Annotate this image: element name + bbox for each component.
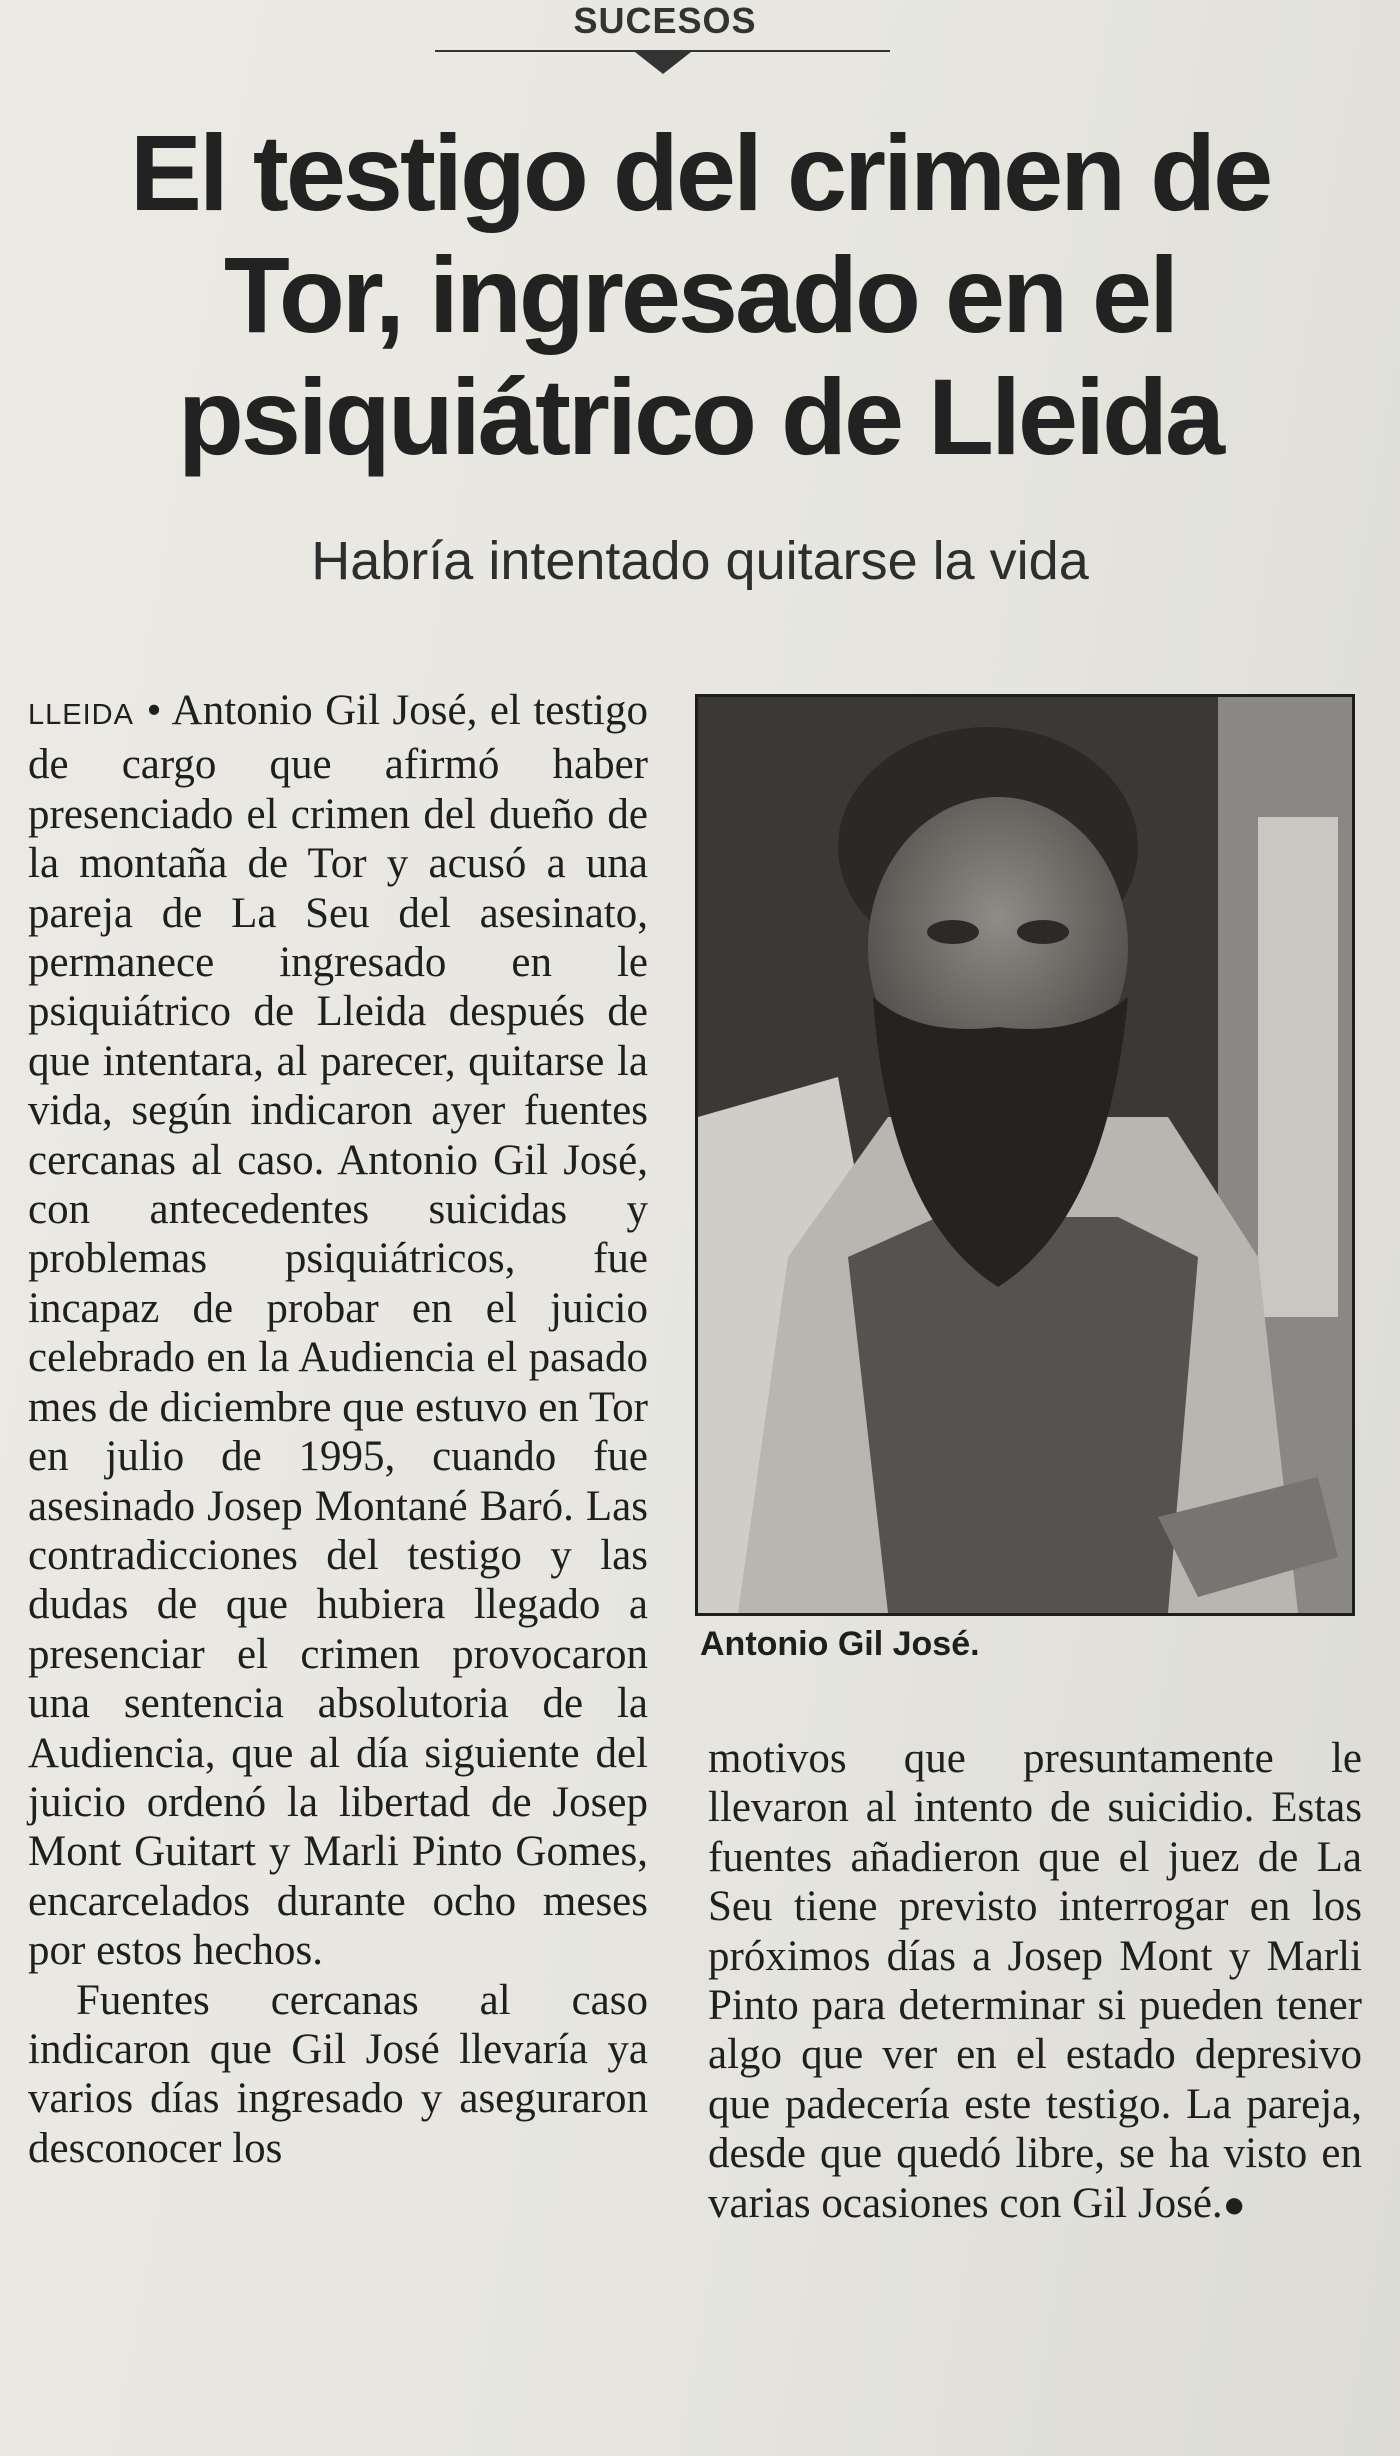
headline (60, 112, 1340, 478)
section-arrow-icon (635, 52, 691, 74)
portrait-illustration (698, 697, 1352, 1613)
article-paragraph (28, 1976, 648, 2174)
article-paragraph (28, 686, 648, 1976)
section-label: SUCESOS (573, 0, 757, 41)
headline-line: Tor, ingresado en el (223, 234, 1177, 355)
paragraph-text: Fuentes cercanas al caso indicaron que Gil José llevaría ya varios días ingresado y aseguraron desconocer los (28, 1976, 648, 2172)
article-column-left (28, 686, 648, 2173)
article-column-right (708, 1734, 1362, 2230)
paragraph-text: Antonio Gil José, el testigo de cargo que afirmó haber presenciado el crimen del dueño de la montaña de Tor y acusó a una pareja de La Seu del asesinato, permanece ingresado en le psiquiátrico de Lleida después de que intentara, al parecer, quitarse la vida, según indicaron ayer fuentes cercanas al caso. Antonio Gil José, con antecedentes suicidas y problemas psiquiátricos, fue incapaz de probar en el juicio celebrado en la Audiencia el pasado mes de diciembre que estuvo en Tor en julio de 1995, cuando fue asesinado Josep Montané Baró. Las contradicciones del testigo y las dudas de que hubiera llegado a presenciar el crimen provocaron una sentencia absolutoria de la Audiencia, que al día siguiente del juicio ordenó la libertad de Josep Mont Guitart y Marli Pinto Gomes, encarcelados durante ocho meses por estos hechos. (28, 687, 648, 1975)
photo-caption: Antonio Gil José. (700, 1625, 980, 1663)
subheadline: Habría intentado quitarse la vida (311, 531, 1089, 591)
headline-line: El testigo del crimen de (129, 112, 1271, 233)
end-mark-icon: ● (1222, 2183, 1246, 2226)
dateline: LLEIDA (28, 699, 134, 731)
dateline-separator: • (146, 687, 162, 734)
paragraph-text: motivos que presuntamente le llevaron al intento de suicidio. Estas fuentes añadieron que el juez de La Seu tiene previsto interrogar en los próximos días a Josep Mont y Marli Pinto para determinar si pueden tener algo que ver en el estado depresivo que padecería este testigo. La pareja, desde que quedó libre, se ha visto en varias ocasiones con Gil José. (708, 1735, 1362, 2227)
headline-line: psiquiátrico de Lleida (177, 356, 1223, 477)
portrait-photo (695, 694, 1355, 1616)
article-paragraph (708, 1734, 1362, 2230)
